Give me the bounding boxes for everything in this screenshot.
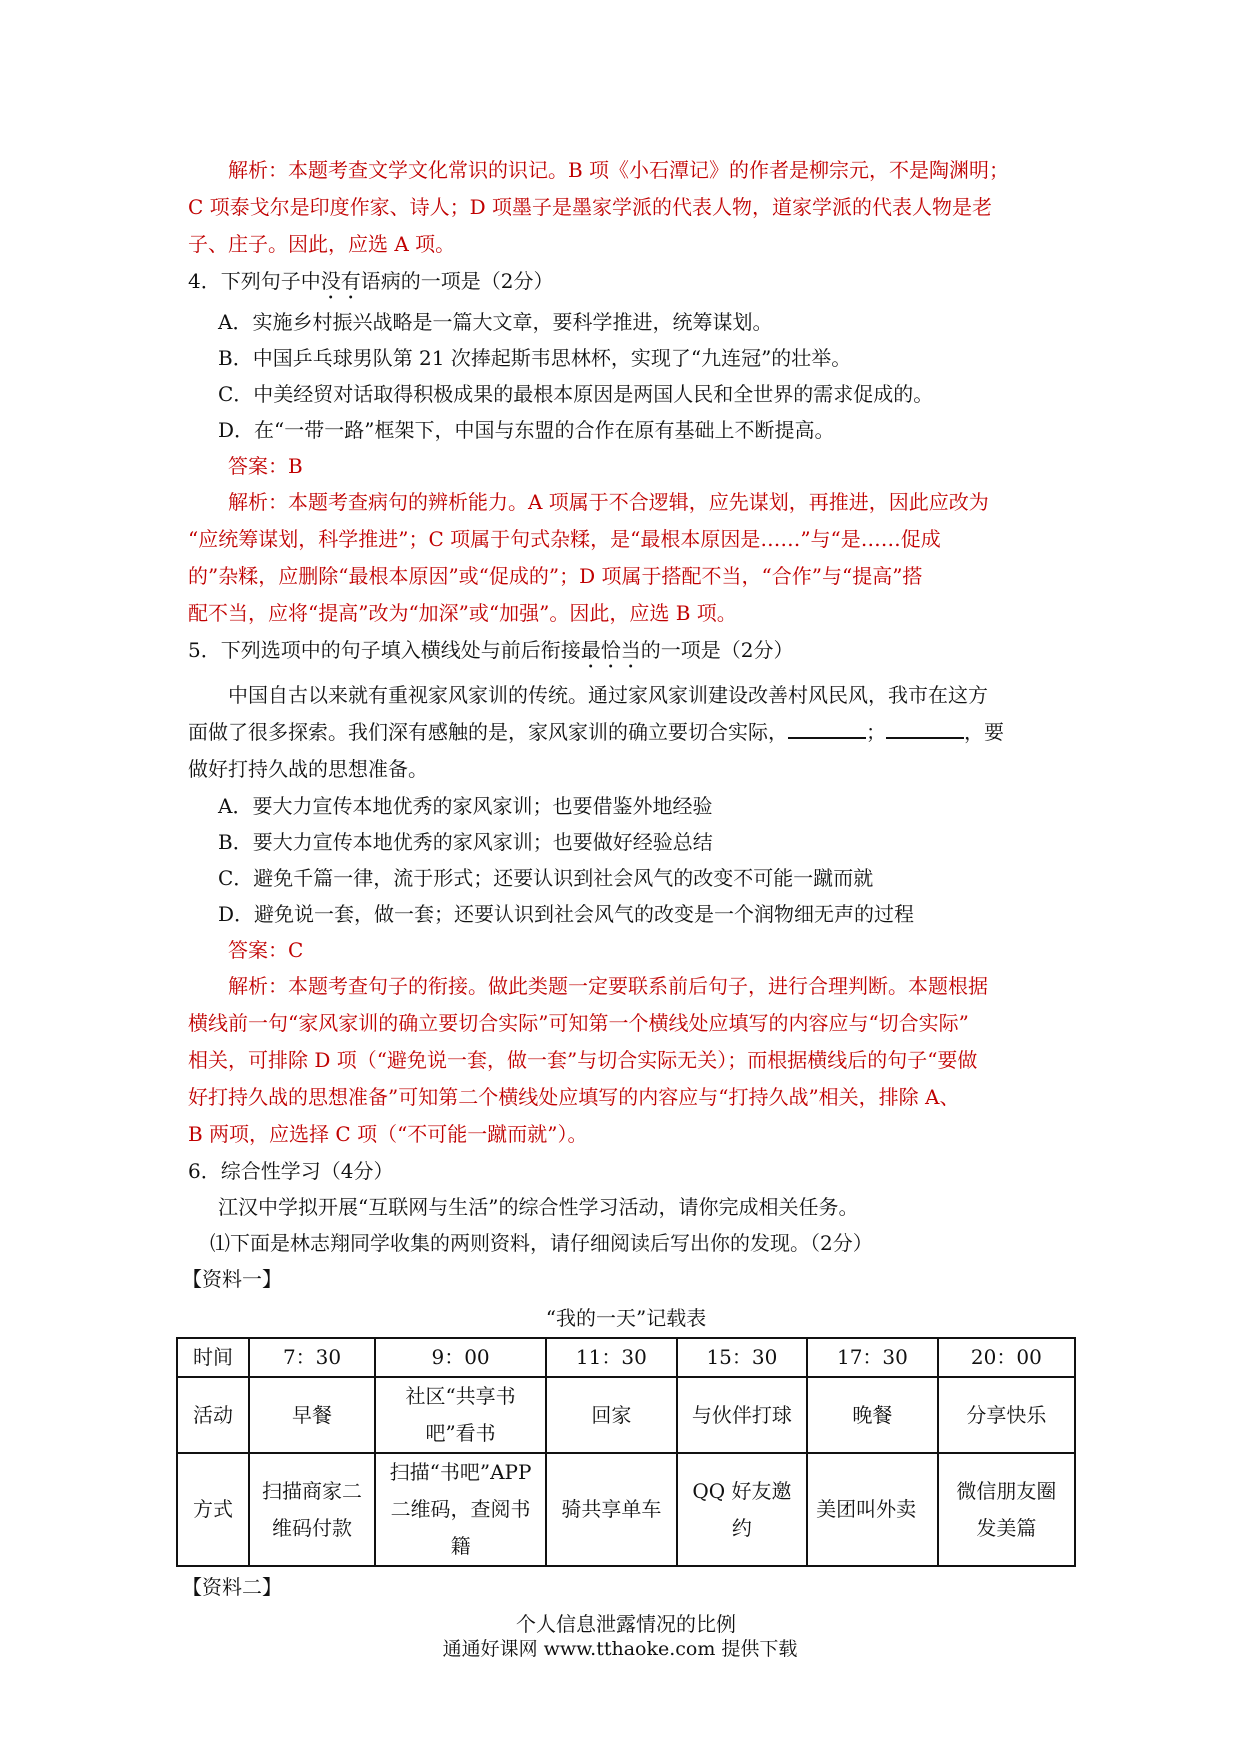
table-cell-activity: 早餐: [249, 1377, 375, 1453]
q3-analysis-line-1: 解析：本题考查文学文化常识的识记。B 项《小石潭记》的作者是柳宗元，不是陶渊明；: [228, 158, 1010, 182]
table-cell-time: 15：30: [677, 1338, 808, 1377]
q4-analysis: [188, 484, 1064, 632]
q5-analysis-line-2: 横线前一句“家风家训的确立要切合实际”可知第一个横线处应填写的内容应与“切合实际”: [188, 1011, 969, 1035]
table-cell-time: 11：30: [546, 1338, 677, 1377]
q5-passage-line-3: 做好打持久战的思想准备。: [188, 757, 428, 781]
table-cell-time: 17：30: [807, 1338, 938, 1377]
table-cell-method: 美团叫外卖: [807, 1453, 938, 1566]
q6-material-2-title: 个人信息泄露情况的比例: [516, 1612, 736, 1636]
table-cell-time: 20：00: [938, 1338, 1075, 1377]
table-cell-method: 微信朋友圈发美篇: [938, 1453, 1075, 1566]
table-cell-method: 扫描“书吧”APP二维码，查阅书籍: [375, 1453, 546, 1566]
table-row-label-time: 时间: [177, 1338, 249, 1377]
table-cell-method: 扫描商家二维码付款: [249, 1453, 375, 1566]
q5-option-b: B．要大力宣传本地优秀的家风家训；也要做好经验总结: [218, 830, 713, 854]
q5-passage-line-1: 中国自古以来就有重视家风家训的传统。通过家风家训建设改善村风民风，我市在这方: [228, 683, 988, 707]
q5-analysis-line-1: 解析：本题考查句子的衔接。做此类题一定要联系前后句子，进行合理判断。本题根据: [228, 974, 988, 998]
q4-stem-emphasis: 没有: [320, 269, 361, 293]
q5-passage: [188, 677, 1064, 788]
q4-analysis-line-1: 解析：本题考查病句的辨析能力。A 项属于不合逻辑，应先谋划，再推进，因此应改为: [228, 490, 989, 514]
q4-option-c: C．中美经贸对话取得积极成果的最根本原因是两国人民和全世界的需求促成的。: [218, 382, 934, 406]
table-cell-method: 骑共享单车: [546, 1453, 677, 1566]
q5-blank-2: [886, 715, 964, 739]
q4-stem-post: 语病的一项是（2分）: [360, 269, 554, 293]
q3-analysis: [188, 152, 1064, 263]
q5-option-d: D．避免说一套，做一套；还要认识到社会风气的改变是一个润物细无声的过程: [218, 902, 915, 926]
q6-material-1-label: 【资料一】: [182, 1267, 282, 1291]
table-cell-activity: 晚餐: [807, 1377, 938, 1453]
q4-analysis-line-2: “应统筹谋划，科学推进”；C 项属于句式杂糅，是“最根本原因是……”与“是……促成: [188, 527, 941, 551]
table-row-label-activity: 活动: [177, 1377, 249, 1453]
q5-passage-line-2-end: ，要: [964, 720, 1004, 744]
q3-analysis-line-3: 子、庄子。因此，应选 A 项。: [188, 232, 456, 256]
table-cell-time: 7：30: [249, 1338, 375, 1377]
q5-answer: 答案：C: [228, 938, 304, 962]
q3-analysis-line-2: C 项泰戈尔是印度作家、诗人；D 项墨子是墨家学派的代表人物，道家学派的代表人物是老: [188, 195, 993, 219]
table-cell-activity: 分享快乐: [938, 1377, 1075, 1453]
q4-stem: [188, 263, 1064, 304]
q6-table-title: “我的一天”记载表: [545, 1306, 707, 1330]
q4-analysis-line-4: 配不当，应将“提高”改为“加深”或“加强”。因此，应选 B 项。: [188, 601, 737, 625]
q4-analysis-line-3: 的”杂糅，应删除“最根本原因”或“促成的”；D 项属于搭配不当，“合作”与“提高”搭: [188, 564, 923, 588]
table-row: [177, 1338, 1075, 1377]
q5-passage-line-2: [188, 720, 1004, 744]
q5-passage-line-2-text: 面做了很多探索。我们深有感触的是，家风家训的确立要切合实际，: [188, 720, 788, 744]
q5-stem-post: 的一项是（2分）: [640, 638, 794, 662]
q5-stem-emphasis: 最恰当: [580, 638, 641, 662]
q5-option-a: A．要大力宣传本地优秀的家风家训；也要借鉴外地经验: [218, 794, 713, 818]
q5-analysis-line-3: 相关，可排除 D 项（“避免说一套，做一套”与切合实际无关）；而根据横线后的句子“要做: [188, 1048, 978, 1072]
table-row: [177, 1377, 1075, 1453]
q6-intro: 江汉中学拟开展“互联网与生活”的综合性学习活动，请你完成相关任务。: [218, 1195, 859, 1219]
q4-option-d: D．在“一带一路”框架下，中国与东盟的合作在原有基础上不断提高。: [218, 418, 835, 442]
q5-analysis: [188, 968, 1064, 1153]
table-cell-activity: 与伙伴打球: [677, 1377, 808, 1453]
q5-blank-1: [788, 715, 866, 739]
q4-answer: 答案：B: [228, 454, 303, 478]
q5-analysis-line-4: 好打持久战的思想准备”可知第二个横线处应填写的内容应与“打持久战”相关，排除 A、: [188, 1085, 960, 1109]
record-table: [176, 1337, 1076, 1567]
q6-task-1: ⑴下面是林志翔同学收集的两则资料，请仔细阅读后写出你的发现。（2分）: [210, 1231, 873, 1255]
table-cell-activity: 社区“共享书吧”看书: [375, 1377, 546, 1453]
q6-material-2-label: 【资料二】: [182, 1575, 282, 1599]
table-row-label-method: 方式: [177, 1453, 249, 1566]
table-cell-method: QQ 好友邀约: [677, 1453, 808, 1566]
q5-blank-separator: ；: [866, 720, 886, 744]
q5-stem-pre: 5．下列选项中的句子填入横线处与前后衔接: [188, 638, 581, 662]
table-cell-time: 9：00: [375, 1338, 546, 1377]
q5-stem: [188, 632, 1064, 673]
q4-option-a: A．实施乡村振兴战略是一篇大文章，要科学推进，统筹谋划。: [218, 310, 773, 334]
page-footer: 通通好课网 www.tthaoke.com 提供下载: [442, 1638, 798, 1660]
table-row: [177, 1453, 1075, 1566]
table-cell-activity: 回家: [546, 1377, 677, 1453]
q5-option-c: C．避免千篇一律，流于形式；还要认识到社会风气的改变不可能一蹴而就: [218, 866, 874, 890]
q4-stem-pre: 4．下列句子中: [188, 269, 321, 293]
q6-stem: 6．综合性学习（4分）: [188, 1159, 394, 1183]
document-content: [182, 152, 1064, 1641]
q5-analysis-line-5: B 两项，应选择 C 项（“不可能一蹴而就”）。: [188, 1122, 588, 1146]
q4-option-b: B．中国乒乓球男队第 21 次捧起斯韦思林杯，实现了“九连冠”的壮举。: [218, 346, 852, 370]
